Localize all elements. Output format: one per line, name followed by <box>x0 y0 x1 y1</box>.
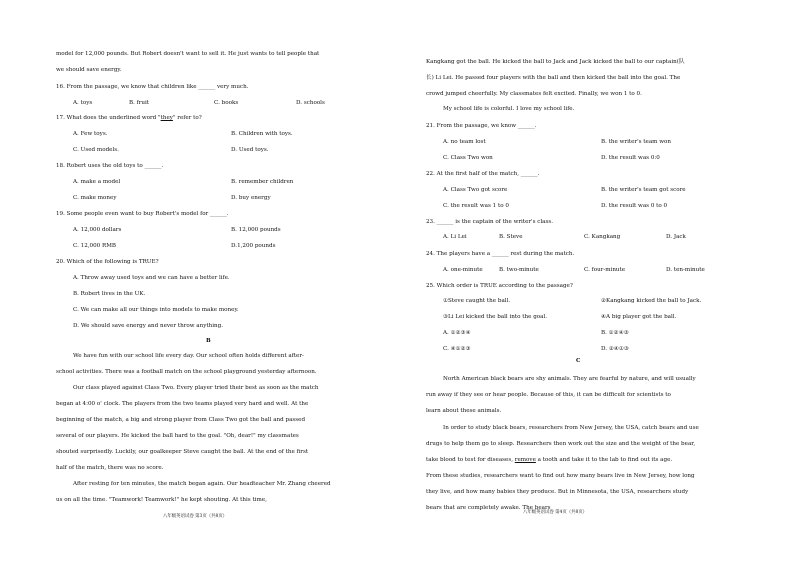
option: D. We should save energy and never throw anything. <box>73 323 223 329</box>
question-17: 17. What does the underlined word "they" refer to? <box>56 115 202 121</box>
question-21: 21. From the passage, we know ______. <box>426 123 537 129</box>
option: B. remember children <box>231 179 294 185</box>
underlined-word: remove <box>514 457 536 463</box>
option: B. ①②④③ <box>601 330 629 336</box>
option: A. ①②③④ <box>443 330 471 336</box>
passage-line: shouted surprisedly. Luckily, our goalkeeper Steve caught the ball. At the end of the first <box>56 449 309 455</box>
option: B. the writer's team got score <box>601 187 686 193</box>
option: A. make a model <box>73 179 121 185</box>
option: D. Jack <box>666 234 686 240</box>
passage-line: In order to study black bears, researchers from New Jersey, the USA, catch bears and use <box>443 425 699 431</box>
option: C. 12,000 RMB <box>73 243 117 249</box>
option: C. Class Two won <box>443 155 493 161</box>
option: B. the writer's team won <box>601 139 672 145</box>
section-heading-c: C <box>576 358 581 364</box>
passage-line: us on all the time. "Teamwork! Teamwork!" he kept shouting. At this time, <box>56 497 267 503</box>
question-20: 20. Which of the following is TRUE? <box>56 259 159 265</box>
option: D. ②④①③ <box>601 346 629 352</box>
passage-line: model for 12,000 pounds. But Robert doesn't want to sell it. He just wants to tell people that <box>56 51 320 57</box>
passage-line: beginning of the match, a big and strong player from Class Two got the ball and passed <box>56 417 306 423</box>
option: D.1,200 pounds <box>231 243 276 249</box>
question-24: 24. The players have a ______ rest during the match. <box>426 251 575 257</box>
option: D. schools <box>296 100 325 106</box>
passage-line: take blood to test for diseases, remove a tooth and take it to the lab to find out its age. <box>426 457 673 463</box>
option: C. Used models. <box>73 147 119 153</box>
option: D. the result was 0 to 0 <box>601 203 668 209</box>
question-16: 16. From the passage, we know that children like ______ very much. <box>56 84 249 90</box>
page-footer-left: 八年级英语试卷 第3页（共8页） <box>163 514 228 519</box>
passage-line: Our class played against Class Two. Every player tried their best as soon as the match <box>73 385 319 391</box>
passage-line: half of the match, there was no score. <box>56 465 164 471</box>
option: A. Few toys. <box>73 131 108 137</box>
underlined-word: they <box>160 115 173 121</box>
option: A. Throw away used toys and we can have a better life. <box>73 275 230 281</box>
passage-line: We have fun with our school life every day. Our school often holds different after- <box>73 353 304 359</box>
event-item: ④A big player got the ball. <box>601 314 677 320</box>
passage-line: they live, and how many babies they produce. But in Minnesota, the USA, researchers study <box>426 489 689 495</box>
option: A. toys <box>73 100 93 106</box>
option: C. Kangkang <box>584 234 621 240</box>
event-item: ②Kangkang kicked the ball to Jack. <box>601 298 702 304</box>
passage-line: My school life is colorful. I love my school life. <box>443 106 575 112</box>
option: D. buy energy <box>231 195 271 201</box>
passage-line: 长) Li Lei. He passed four players with the ball and then kicked the ball into the goal. The <box>426 75 681 81</box>
event-item: ①Steve caught the ball. <box>443 298 511 304</box>
passage-line: learn about these animals. <box>426 408 502 414</box>
option: C. books <box>214 100 239 106</box>
option: A. 12,000 dollars <box>73 227 122 233</box>
section-heading-b: B <box>206 338 211 344</box>
passage-line: After resting for ten minutes, the match began again. Our headteacher Mr. Zhang cheered <box>73 481 331 487</box>
passage-line: North American black bears are shy animals. They are fearful by nature, and will usually <box>443 376 696 382</box>
option: C. ④①②③ <box>443 346 471 352</box>
passage-line: school activities. There was a football match on the school playground yesterday afternoon. <box>56 369 317 375</box>
option: B. fruit <box>129 100 150 106</box>
question-18: 18. Robert uses the old toys to ______. <box>56 163 164 169</box>
question-23: 23. ______ is the captain of the writer's class. <box>426 219 554 225</box>
option: B. Steve <box>499 234 523 240</box>
option: A. one-minute <box>443 267 483 273</box>
question-25: 25. Which order is TRUE according to the passage? <box>426 283 573 289</box>
option: A. no team lost <box>443 139 486 145</box>
option: C. four-minute <box>584 267 626 273</box>
option: C. the result was 1 to 0 <box>443 203 509 209</box>
option: A. Class Two got score <box>443 187 508 193</box>
question-22: 22. At the first half of the match, ______. <box>426 171 540 177</box>
option: A. Li Lei <box>443 234 467 240</box>
option: D. ten-minute <box>666 267 705 273</box>
option: C. make money <box>73 195 117 201</box>
page-footer-right: 八年级英语试卷 第4页（共8页） <box>523 510 588 515</box>
option: C. We can make all our things into models to make money. <box>73 307 239 313</box>
option: B. Children with toys. <box>231 131 293 137</box>
passage-line: bears that are completely awake. The bears <box>426 505 551 511</box>
option: D. the result was 0:0 <box>601 155 660 161</box>
option: B. Robert lives in the UK. <box>73 291 146 297</box>
event-item: ③Li Lei kicked the ball into the goal. <box>443 314 548 320</box>
passage-line: run away if they see or hear people. Because of this, it can be difficult for scientists to <box>426 392 671 398</box>
passage-line: From these studies, researchers want to find out how many bears live in New Jersey, how long <box>426 473 695 479</box>
passage-line: began at 4:00 o' clock. The players from the two teams played very hard and well. At the <box>56 401 309 407</box>
passage-line: Kangkang got the ball. He kicked the ball to Jack and Jack kicked the ball to our captain(队 <box>426 59 685 65</box>
passage-line: several of our players. He kicked the ball hard to the goal. "Oh, dear!" my classmates <box>56 433 299 439</box>
passage-line: drugs to help them go to sleep. Researchers then work out the size and the weight of the bear, <box>426 441 696 447</box>
question-19: 19. Some people even want to buy Robert's model for ______. <box>56 211 229 217</box>
passage-line: crowd jumped cheerfully. My classmates felt excited. Finally, we won 1 to 0. <box>426 91 642 97</box>
option: B. two-minute <box>499 267 539 273</box>
passage-line: we should save energy. <box>56 67 122 73</box>
option: B. 12,000 pounds <box>231 227 281 233</box>
option: D. Used toys. <box>231 147 269 153</box>
